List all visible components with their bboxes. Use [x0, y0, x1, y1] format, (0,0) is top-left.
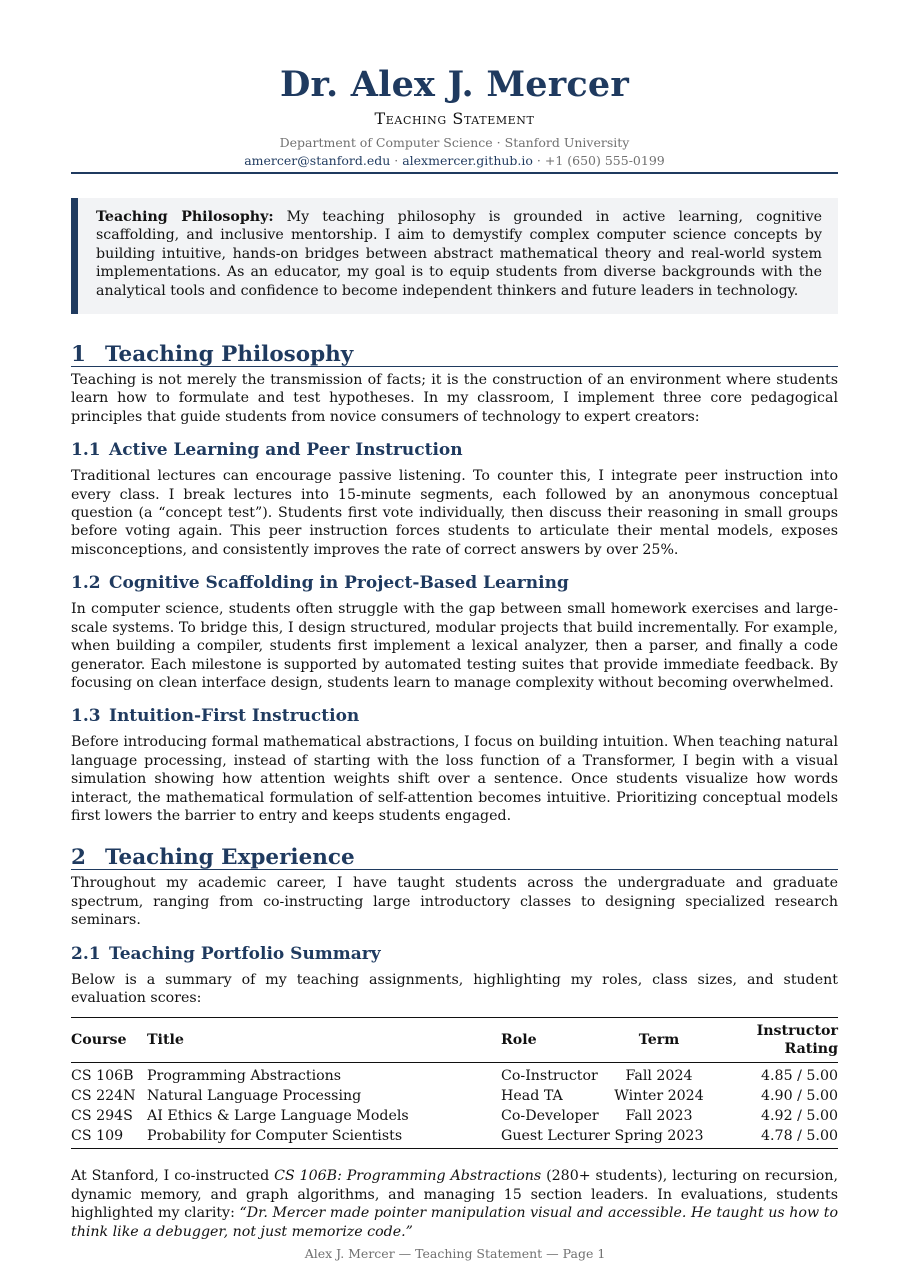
- contact-line: [71, 152, 838, 170]
- subsection-title: Active Learning and Peer Instruction: [109, 440, 463, 461]
- cell-title: Natural Language Processing: [147, 1088, 362, 1105]
- callout-label: Teaching Philosophy:: [96, 209, 274, 225]
- column-header-role: Role: [501, 1018, 613, 1063]
- section-title: Teaching Philosophy: [105, 342, 354, 368]
- section-heading-teaching-philosophy: [71, 344, 838, 367]
- table-header-row: [71, 1018, 838, 1063]
- callout-text: My teaching philosophy is grounded in active learning, cognitive scaffolding, and inclusive mentorship. I aim to demystify complex computer science concepts by building intuitive, hands-on bridges between abstract mathematical theory and real-world system implementations. As an educator, my goal is to equip students from diverse backgrounds with the analytical tools and confidence to become independent thinkers and future leaders in technology.: [96, 209, 822, 299]
- cell-term: Spring 2023: [614, 1128, 704, 1145]
- subsection-title: Intuition-First Instruction: [109, 706, 360, 727]
- column-header-rating: Instructor Rating: [705, 1018, 838, 1063]
- document-page: [71, 62, 838, 1241]
- subsection-heading-portfolio-summary: [71, 943, 838, 965]
- subsection-number: 1.1: [71, 440, 101, 461]
- subsection-heading-intuition-first: [71, 705, 838, 727]
- cell-term: Fall 2023: [625, 1108, 693, 1125]
- subsection-number: 2.1: [71, 943, 101, 964]
- philosophy-callout: [71, 198, 838, 314]
- document-header: [71, 62, 838, 170]
- subsection-heading-cognitive-scaffolding: [71, 572, 838, 594]
- document-subtitle: Teaching Statement: [374, 109, 535, 128]
- cell-role: Co-Instructor: [501, 1068, 598, 1085]
- cell-course: CS 224N: [71, 1088, 136, 1105]
- section-intro: Teaching is not merely the transmission of facts; it is the construction of an environment where students learn how to formulate and test hypotheses. In my classroom, I implement three core pedagogical principles that guide students from novice consumers of technology to expert creators:: [71, 372, 838, 425]
- section-intro: Throughout my academic career, I have taught students across the undergraduate and graduate spectrum, ranging from co-instructing large introductory classes to designing specialized research seminars.: [71, 875, 838, 929]
- website-link[interactable]: alexmercer.github.io: [402, 153, 533, 168]
- column-header-course: Course: [71, 1018, 147, 1063]
- subsection-number: 1.3: [71, 706, 101, 727]
- subsection-paragraph: In computer science, students often struggle with the gap between small homework exercises and large-scale systems. To bridge this, I design structured, modular projects that build incrementally. For example, when building a compiler, students first implement a lexical analyzer, then a parser, and finally a code generator. Each milestone is supported by automated testing suites that provide immediate feedback. By focusing on clean interface design, students learn to manage complexity without becoming overwhelmed.: [71, 601, 838, 691]
- section-number: 1: [71, 342, 86, 368]
- subsection-title: Teaching Portfolio Summary: [109, 943, 381, 964]
- email-link[interactable]: amercer@stanford.edu: [244, 153, 391, 168]
- section-number: 2: [71, 845, 86, 871]
- subsection-title: Cognitive Scaffolding in Project-Based Learning: [109, 573, 569, 594]
- section-heading-teaching-experience: [71, 847, 838, 870]
- subsection-paragraph: Before introducing formal mathematical abstractions, I focus on building intuition. When teaching natural language processing, instead of starting with the loss function of a Transformer, I begin with a visual simulation showing how attention weights shift over a sentence. Once students visualize how words interact, the mathematical formulation of self-attention becomes intuitive. Prioritizing conceptual models first lowers the barrier to entry and keeps students engaged.: [71, 734, 838, 824]
- subsection-number: 1.2: [71, 573, 101, 594]
- cell-rating: 4.92 / 5.00: [761, 1108, 838, 1125]
- contact-separator: ·: [390, 153, 403, 168]
- table-row: [71, 1126, 838, 1149]
- subsection-heading-active-learning: [71, 439, 838, 461]
- cell-title: AI Ethics & Large Language Models: [147, 1108, 409, 1125]
- header-rule: [71, 172, 838, 174]
- subsection-paragraph: Traditional lectures can encourage passive listening. To counter this, I integrate peer instruction into every class. I break lectures into 15-minute segments, each followed by an anonymous conceptual question (a “concept test”). Students first vote individually, then discuss their reasoning in small groups before voting again. This peer instruction forces students to articulate their mental models, exposes misconceptions, and consistently improves the rate of correct answers by over 25%.: [71, 468, 838, 558]
- cell-rating: 4.90 / 5.00: [761, 1088, 838, 1105]
- closing-text-post: (280+ students), lecturing on recursion, dynamic memory, and graph algorithms, and managing 15 section leaders. In evaluations, students highlighted my clarity:: [71, 1168, 838, 1222]
- cell-term: Fall 2024: [625, 1068, 693, 1085]
- cell-course: CS 294S: [71, 1108, 133, 1125]
- cell-role: Co-Developer: [501, 1108, 599, 1125]
- page-footer: Alex J. Mercer — Teaching Statement — Page 1: [304, 1246, 606, 1261]
- teaching-portfolio-table: [71, 1017, 838, 1149]
- closing-course-title: CS 106B: Programming Abstractions: [274, 1168, 542, 1185]
- column-header-term: Term: [613, 1018, 705, 1063]
- cell-course: CS 106B: [71, 1068, 134, 1085]
- table-row: [71, 1086, 838, 1106]
- section-title: Teaching Experience: [105, 845, 355, 871]
- author-name: Dr. Alex J. Mercer: [279, 64, 629, 105]
- cell-term: Winter 2024: [614, 1088, 704, 1105]
- student-quote: “Dr. Mercer made pointer manipulation visual and accessible. He taught us how to think like a debugger, not just memorize code.”: [71, 1205, 838, 1240]
- cell-rating: 4.78 / 5.00: [761, 1128, 838, 1145]
- table-row: [71, 1106, 838, 1126]
- cell-title: Probability for Computer Scientists: [147, 1128, 403, 1145]
- closing-text-pre: At Stanford, I co-instructed: [71, 1168, 275, 1185]
- column-header-title: Title: [147, 1018, 501, 1063]
- phone-number: · +1 (650) 555-0199: [532, 153, 665, 168]
- cell-title: Programming Abstractions: [147, 1068, 342, 1085]
- cell-role: Guest Lecturer: [501, 1128, 610, 1145]
- table-row: [71, 1063, 838, 1087]
- subsection-paragraph: Below is a summary of my teaching assignments, highlighting my roles, class sizes, and student evaluation scores:: [71, 971, 838, 1006]
- cell-course: CS 109: [71, 1128, 124, 1145]
- closing-paragraph: [71, 1167, 838, 1241]
- cell-role: Head TA: [501, 1088, 563, 1105]
- cell-rating: 4.85 / 5.00: [761, 1068, 838, 1085]
- department-line: Department of Computer Science · Stanford University: [279, 135, 630, 150]
